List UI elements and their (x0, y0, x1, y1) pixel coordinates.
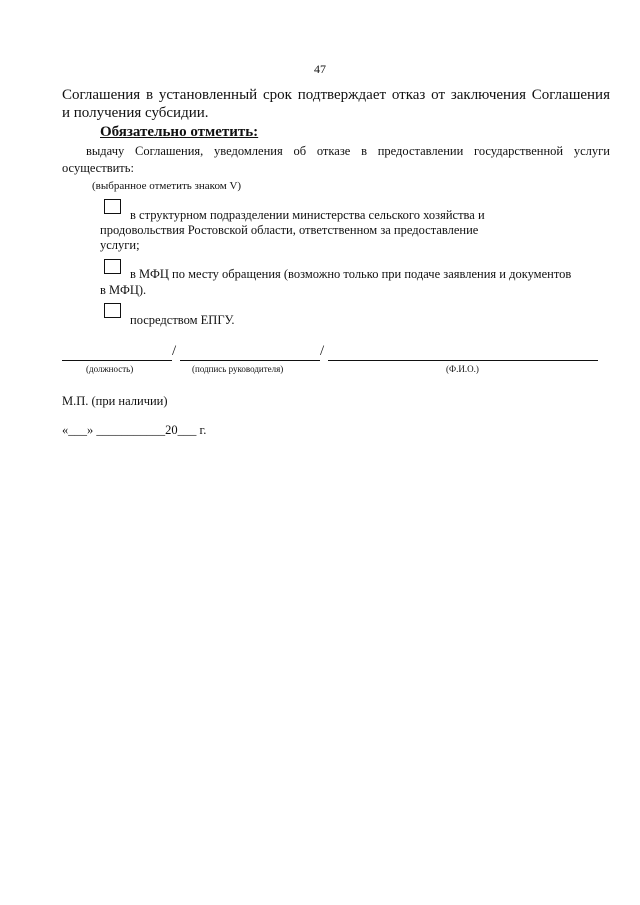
issuance-text (62, 143, 610, 177)
date-line: «___» ___________20___ г. (62, 423, 207, 437)
mandatory-heading: Обязательно отметить: (100, 124, 259, 140)
paragraph-line: и получения субсидии. (62, 105, 209, 121)
option-epgu-checkbox[interactable] (104, 303, 121, 318)
paragraph-continuation (62, 86, 610, 122)
stamp-text: М.П. (при наличии) (62, 394, 168, 408)
option-mfc-line1: в МФЦ по месту обращения (возможно только при подаче заявления и документов (130, 267, 572, 281)
signature-label: (подпись руководителя) (192, 364, 284, 374)
option-ministry-line2: продовольствия Ростовской области, ответственном за предоставление (100, 223, 479, 237)
option-mfc-line2: в МФЦ). (100, 283, 147, 297)
option-ministry-line1: в структурном подразделении министерства сельского хозяйства и (130, 208, 485, 222)
paragraph-line: Соглашения в установленный срок подтверждает отказ от заключения Соглашения (62, 87, 610, 103)
name-label: (Ф.И.О.) (446, 364, 479, 374)
position-label: (должность) (86, 364, 134, 374)
option-mfc-checkbox[interactable] (104, 259, 121, 274)
signature-separator: / (172, 343, 177, 359)
signature-separator: / (320, 343, 325, 359)
signature-line[interactable] (180, 360, 320, 361)
issuance-line: выдачу Соглашения, уведомления об отказе в предоставлении государственной услуги (86, 144, 610, 158)
name-line[interactable] (328, 360, 598, 361)
option-epgu-line1: посредством ЕПГУ. (130, 313, 235, 327)
option-ministry-line3: услуги; (100, 238, 140, 252)
page-number: 47 (314, 62, 326, 76)
selection-hint: (выбранное отметить знаком V) (92, 180, 242, 192)
option-ministry-checkbox[interactable] (104, 199, 121, 214)
issuance-line: осуществить: (62, 161, 134, 175)
position-line[interactable] (62, 360, 172, 361)
